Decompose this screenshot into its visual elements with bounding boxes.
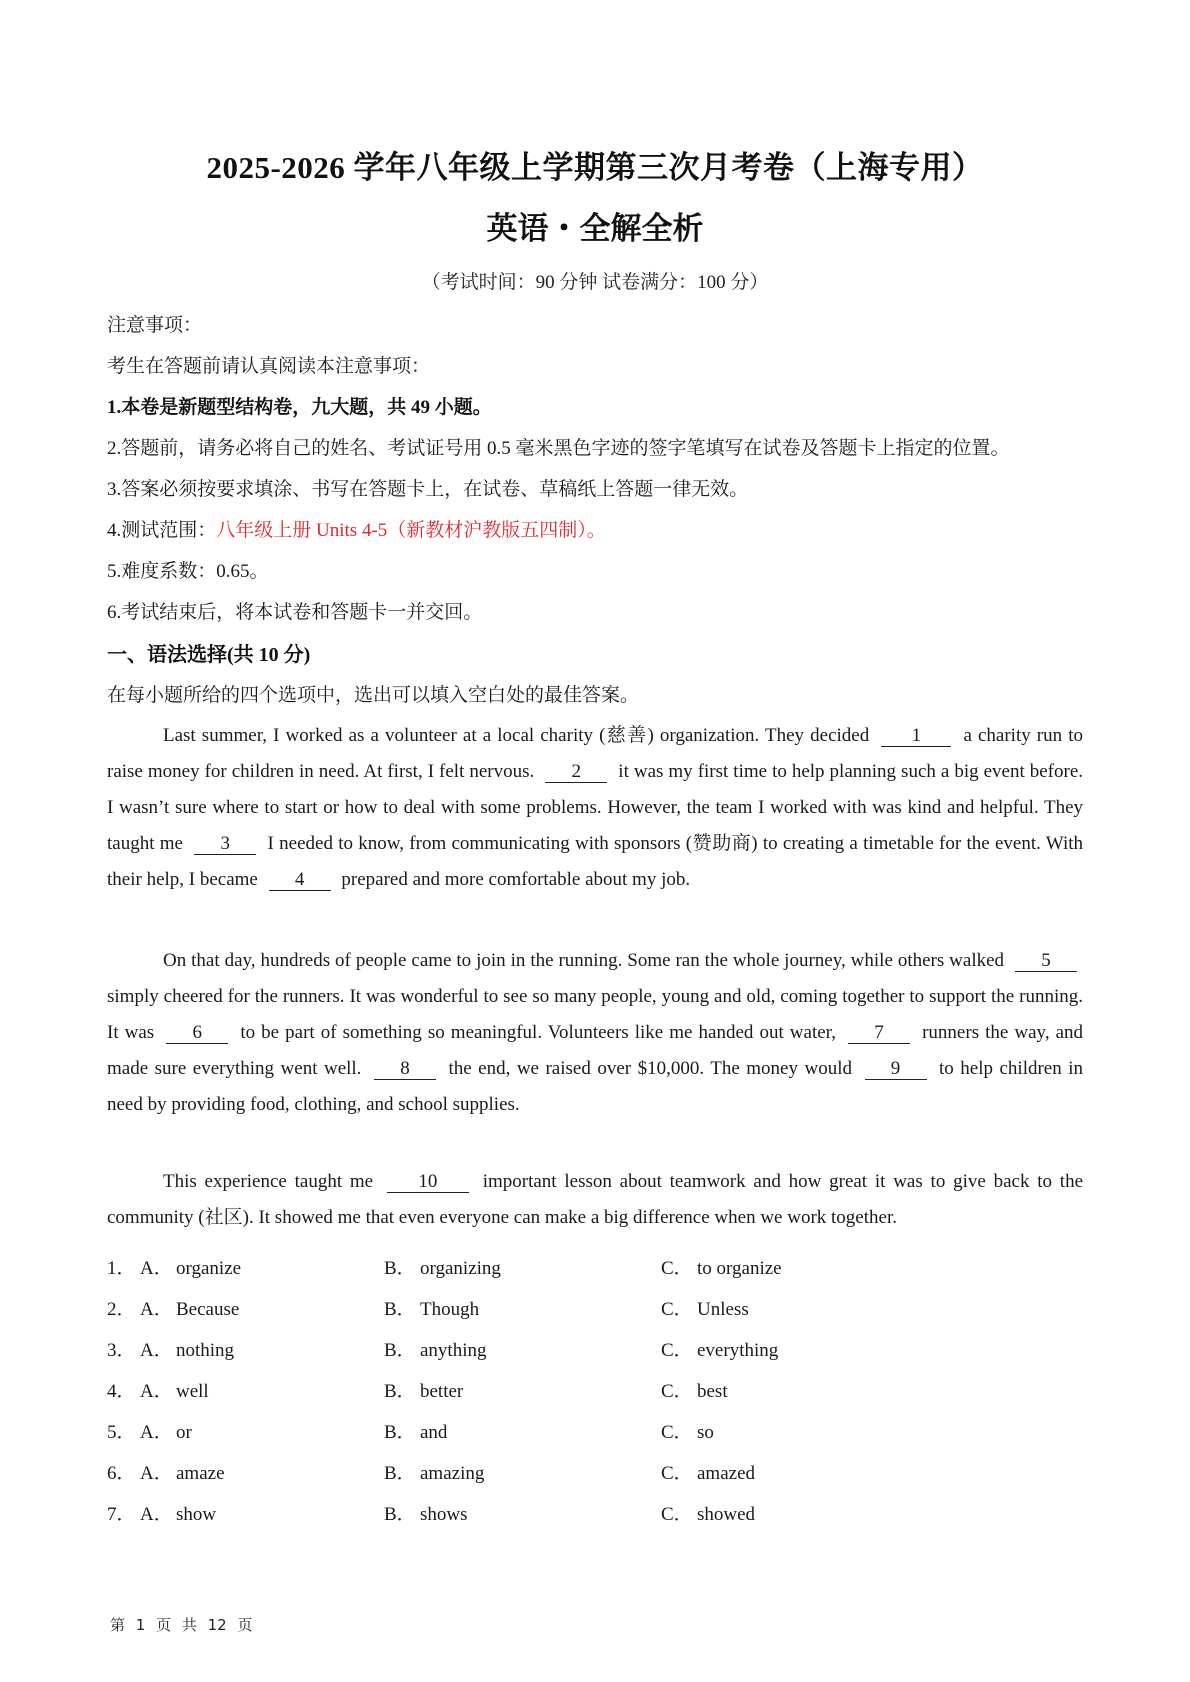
option-letter: B． (384, 1422, 416, 1443)
option-letter: C． (661, 1340, 693, 1361)
option-text: amazed (697, 1463, 756, 1484)
option-letter: A． (140, 1504, 173, 1525)
test-scope: 八年级上册 Units 4-5（新教材沪教版五四制）。 (216, 520, 606, 541)
passage-paragraph-1: Last summer, I worked as a volunteer at a local charity (慈善) organization. They decided 1 a charity run to raise money for children in need. At first, I felt nervous. 2 it was my first time to help planning such a big event before. I wasn’t sure where to start or how to deal with some problems. However, the team I worked with was kind and helpful. They taught me 3 I needed to know, from communicating with sponsors (赞助商) to creating a timetable for the event. With their help, I became 4 prepared and more comfortable about my job. (107, 725, 1084, 890)
option-a[interactable] (140, 1253, 241, 1280)
exam-info: （考试时间：90 分钟 试卷满分：100 分） (421, 272, 769, 293)
notes-item-4 (107, 515, 606, 542)
option-text: so (697, 1422, 714, 1443)
option-b[interactable] (384, 1499, 468, 1526)
question-number: 4． (107, 1381, 136, 1402)
option-letter: A． (140, 1299, 173, 1320)
notes-item-4-label: 4.测试范围： (107, 520, 217, 541)
notes-item-1: 1.本卷是新题型结构卷，九大题，共 49 小题。 (107, 397, 492, 418)
option-letter: A． (140, 1463, 173, 1484)
blank-1: 1 (881, 726, 951, 747)
option-text: or (176, 1422, 192, 1443)
option-text: amazing (420, 1463, 485, 1484)
notes-intro: 考生在答题前请认真阅读本注意事项： (107, 356, 431, 377)
option-letter: A． (140, 1340, 173, 1361)
option-letter: B． (384, 1504, 416, 1525)
option-a[interactable] (140, 1294, 239, 1321)
option-a[interactable] (140, 1376, 209, 1403)
question-number: 3． (107, 1340, 136, 1361)
blank-3: 3 (194, 834, 256, 855)
option-text: better (420, 1381, 464, 1402)
blank-7: 7 (848, 1023, 910, 1044)
notes-item-5: 5.难度系数：0.65。 (107, 561, 269, 582)
blank-5: 5 (1015, 951, 1077, 972)
blank-9: 9 (865, 1059, 927, 1080)
option-a[interactable] (140, 1417, 192, 1444)
section-instruction: 在每小题所给的四个选项中，选出可以填入空白处的最佳答案。 (107, 685, 640, 706)
exam-title: 2025-2026 学年八年级上学期第三次月考卷（上海专用） (206, 150, 984, 185)
option-c[interactable] (661, 1499, 755, 1526)
option-a[interactable] (140, 1499, 216, 1526)
option-text: and (420, 1422, 448, 1443)
option-letter: B． (384, 1463, 416, 1484)
option-text: amaze (176, 1463, 225, 1484)
option-text: organizing (420, 1258, 501, 1279)
passage-paragraph-3: This experience taught me 10 important lesson about teamwork and how great it was to give back to the community (社区). It showed me that even everyone can make a big difference when we work together. (107, 1171, 1084, 1228)
option-letter: A． (140, 1422, 173, 1443)
option-letter: C． (661, 1463, 693, 1484)
option-text: show (176, 1504, 217, 1525)
option-c[interactable] (661, 1335, 778, 1362)
question-number: 1． (107, 1258, 136, 1279)
option-b[interactable] (384, 1376, 463, 1403)
option-text: Though (420, 1299, 480, 1320)
blank-10: 10 (387, 1172, 469, 1193)
option-text: showed (697, 1504, 756, 1525)
question-number: 2． (107, 1299, 136, 1320)
notes-item-3: 3.答案必须按要求填涂、书写在答题卡上，在试卷、草稿纸上答题一律无效。 (107, 479, 749, 500)
option-text: well (176, 1381, 209, 1402)
option-text: best (697, 1381, 728, 1402)
blank-4: 4 (269, 870, 331, 891)
option-text: Unless (697, 1299, 749, 1320)
option-c[interactable] (661, 1458, 755, 1485)
option-text: Because (176, 1299, 240, 1320)
option-letter: C． (661, 1299, 693, 1320)
option-text: anything (420, 1340, 487, 1361)
question-number: 7． (107, 1504, 136, 1525)
option-c[interactable] (661, 1253, 782, 1280)
option-c[interactable] (661, 1294, 749, 1321)
option-letter: B． (384, 1258, 416, 1279)
option-letter: A． (140, 1258, 173, 1279)
option-text: everything (697, 1340, 779, 1361)
page-footer: 第 1 页 共 12 页 (110, 1616, 253, 1634)
section-heading: 一、语法选择(共 10 分) (107, 644, 311, 666)
option-c[interactable] (661, 1417, 714, 1444)
option-letter: B． (384, 1299, 416, 1320)
option-letter: C． (661, 1381, 693, 1402)
blank-6: 6 (166, 1023, 228, 1044)
notes-item-2: 2.答题前，请务必将自己的姓名、考试证号用 0.5 毫米黑色字迹的签字笔填写在试卷及答题卡上指定的位置。 (107, 438, 1010, 459)
option-letter: A． (140, 1381, 173, 1402)
notes-item-6: 6.考试结束后，将本试卷和答题卡一并交回。 (107, 602, 483, 623)
option-letter: C． (661, 1258, 693, 1279)
option-text: shows (420, 1504, 468, 1525)
option-letter: C． (661, 1504, 693, 1525)
option-a[interactable] (140, 1335, 234, 1362)
option-text: to organize (697, 1258, 782, 1279)
option-b[interactable] (384, 1335, 487, 1362)
passage-paragraph-2: On that day, hundreds of people came to join in the running. Some ran the whole journey, while others walked 5 simply cheered for the runners. It was wonderful to see so many people, young and old, coming together to support the running. It was 6 to be part of something so meaningful. Volunteers like me handed out water, 7 runners the way, and made sure everything went well. 8 the end, we raised over $10,000. The money would 9 to help children in need by providing food, clothing, and school supplies. (107, 950, 1084, 1115)
option-a[interactable] (140, 1458, 225, 1485)
question-number: 6． (107, 1463, 136, 1484)
question-number: 5． (107, 1422, 136, 1443)
option-b[interactable] (384, 1417, 447, 1444)
option-text: nothing (176, 1340, 235, 1361)
option-letter: C． (661, 1422, 693, 1443)
option-b[interactable] (384, 1294, 479, 1321)
option-b[interactable] (384, 1253, 501, 1280)
option-b[interactable] (384, 1458, 484, 1485)
option-c[interactable] (661, 1376, 728, 1403)
blank-8: 8 (374, 1059, 436, 1080)
blank-2: 2 (545, 762, 607, 783)
exam-subtitle: 英语・全解全析 (486, 211, 704, 246)
notes-heading: 注意事项： (107, 315, 203, 336)
option-letter: B． (384, 1381, 416, 1402)
option-text: organize (176, 1258, 242, 1279)
option-letter: B． (384, 1340, 416, 1361)
